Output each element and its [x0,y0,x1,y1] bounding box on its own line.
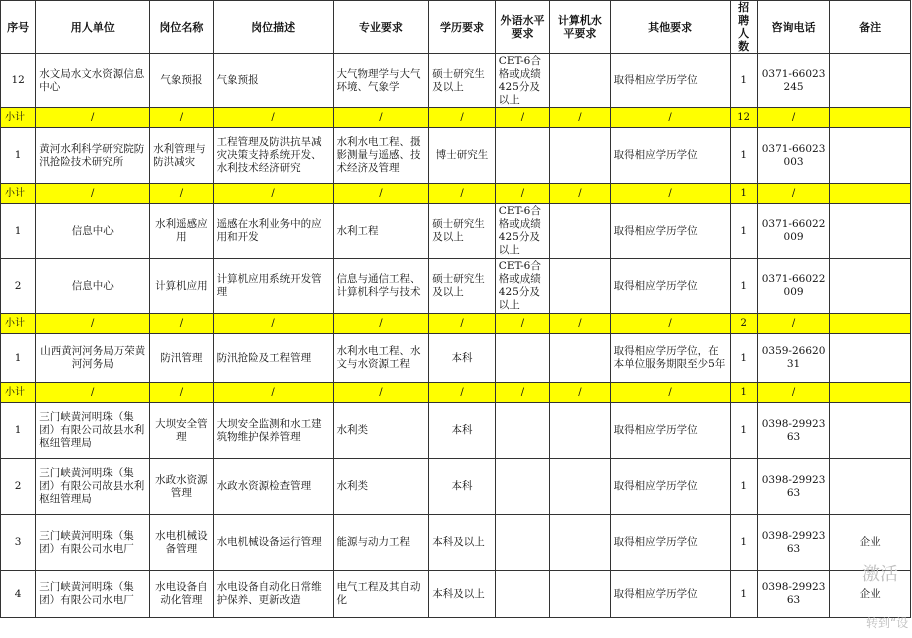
cell-phone: 0371-66022009 [757,204,830,259]
cell-post: 水电机械设备管理 [150,515,213,571]
cell-note [830,459,911,515]
cell-count: 1 [730,128,757,184]
cell-lang [495,403,549,459]
cell-unit: 山西黄河河务局万荣黄河河务局 [36,334,150,383]
cell-phone: 0359-2662031 [757,334,830,383]
cell-post: 水利遥感应用 [150,204,213,259]
table-row [1,403,911,459]
slash-cell: / [333,108,429,128]
slash-cell: / [495,108,549,128]
cell-comp [550,334,610,383]
cell-comp [550,571,610,618]
slash-cell: / [213,383,333,403]
slash-cell: / [429,314,496,334]
cell-post: 大坝安全管理 [150,403,213,459]
cell-lang [495,128,549,184]
cell-unit: 三门峡黄河明珠（集团）有限公司故县水利枢纽管理局 [36,459,150,515]
cell-count: 1 [730,54,757,108]
subtotal-row [1,184,911,204]
slash-cell: / [150,314,213,334]
subtotal-count: 12 [730,108,757,128]
cell-other: 取得相应学历学位 [610,403,730,459]
table-row [1,128,911,184]
slash-cell: / [757,314,830,334]
cell-desc: 大坝安全监测和水工建筑物维护保养管理 [213,403,333,459]
slash-cell: / [150,383,213,403]
cell-no: 1 [1,128,36,184]
slash-cell: / [213,314,333,334]
cell-phone: 0371-66023245 [757,54,830,108]
empty-cell [830,314,911,334]
slash-cell: / [550,314,610,334]
cell-phone: 0398-2992363 [757,571,830,618]
watermark-line1: 激活 [862,564,898,585]
slash-cell: / [333,184,429,204]
cell-count: 1 [730,204,757,259]
cell-lang [495,459,549,515]
cell-major: 信息与通信工程、计算机科学与技术 [333,259,429,314]
slash-cell: / [550,108,610,128]
cell-post: 水利管理与防洪减灾 [150,128,213,184]
slash-cell: / [610,314,730,334]
cell-lang: CET-6合格或成绩425分及以上 [495,204,549,259]
cell-lang [495,571,549,618]
table-row [1,515,911,571]
cell-note [830,204,911,259]
cell-comp [550,128,610,184]
cell-note: 企业 [830,515,911,571]
slash-cell: / [495,184,549,204]
cell-no: 1 [1,334,36,383]
subtotal-label: 小计 [1,108,36,128]
cell-lang: CET-6合格或成绩425分及以上 [495,259,549,314]
cell-other: 取得相应学历学位 [610,459,730,515]
cell-major: 电气工程及其自动化 [333,571,429,618]
slash-cell: / [150,108,213,128]
cell-no: 2 [1,459,36,515]
slash-cell: / [150,184,213,204]
cell-post: 计算机应用 [150,259,213,314]
cell-edu: 硕士研究生及以上 [429,54,496,108]
cell-lang [495,334,549,383]
slash-cell: / [36,314,150,334]
cell-other: 取得相应学历学位 [610,204,730,259]
header-cell: 其他要求 [610,1,730,54]
cell-desc: 气象预报 [213,54,333,108]
cell-major: 大气物理学与大气环境、气象学 [333,54,429,108]
cell-count: 1 [730,403,757,459]
header-cell: 序号 [1,1,36,54]
header-cell: 外语水平要求 [495,1,549,54]
cell-phone: 0398-2992363 [757,515,830,571]
watermark-line2: 转到“设 [866,616,909,630]
header-cell: 岗位描述 [213,1,333,54]
subtotal-label: 小计 [1,314,36,334]
table-row [1,204,911,259]
cell-no: 1 [1,204,36,259]
slash-cell: / [757,108,830,128]
cell-phone: 0371-66023003 [757,128,830,184]
slash-cell: / [757,383,830,403]
slash-cell: / [757,184,830,204]
subtotal-row [1,314,911,334]
cell-no: 12 [1,54,36,108]
cell-unit: 三门峡黄河明珠（集团）有限公司水电厂 [36,571,150,618]
slash-cell: / [429,383,496,403]
slash-cell: / [213,108,333,128]
cell-edu: 本科及以上 [429,571,496,618]
cell-edu: 本科 [429,334,496,383]
table-row [1,334,911,383]
cell-comp [550,259,610,314]
cell-phone: 0371-66022009 [757,259,830,314]
cell-note [830,259,911,314]
cell-major: 能源与动力工程 [333,515,429,571]
header-row [1,1,911,54]
cell-no: 3 [1,515,36,571]
cell-unit: 信息中心 [36,204,150,259]
cell-edu: 本科及以上 [429,515,496,571]
cell-note: 企业 [830,571,911,618]
header-cell: 招聘人数 [730,1,757,54]
cell-post: 水政水资源管理 [150,459,213,515]
cell-desc: 工程管理及防洪抗旱减灾决策支持系统开发、水利技术经济研究 [213,128,333,184]
subtotal-count: 2 [730,314,757,334]
cell-edu: 硕士研究生及以上 [429,204,496,259]
slash-cell: / [36,108,150,128]
cell-note [830,403,911,459]
cell-desc: 水政水资源检查管理 [213,459,333,515]
cell-note [830,128,911,184]
cell-desc: 水电机械设备运行管理 [213,515,333,571]
slash-cell: / [333,314,429,334]
cell-other: 取得相应学历学位 [610,259,730,314]
empty-cell [830,184,911,204]
cell-comp [550,403,610,459]
cell-lang: CET-6合格或成绩425分及以上 [495,54,549,108]
header-cell: 备注 [830,1,911,54]
header-cell: 用人单位 [36,1,150,54]
cell-phone: 0398-2992363 [757,403,830,459]
slash-cell: / [550,383,610,403]
slash-cell: / [429,108,496,128]
subtotal-row [1,108,911,128]
cell-major: 水利工程 [333,204,429,259]
slash-cell: / [495,383,549,403]
cell-count: 1 [730,459,757,515]
table-row [1,571,911,618]
table-row [1,54,911,108]
slash-cell: / [36,383,150,403]
cell-edu: 博士研究生 [429,128,496,184]
cell-other: 取得相应学历学位 [610,515,730,571]
table-row [1,259,911,314]
cell-no: 4 [1,571,36,618]
cell-comp [550,54,610,108]
header-cell: 专业要求 [333,1,429,54]
cell-edu: 本科 [429,459,496,515]
cell-desc: 水电设备自动化日常维护保养、更新改造 [213,571,333,618]
slash-cell: / [550,184,610,204]
cell-note [830,334,911,383]
cell-major: 水利水电工程、摄影测量与遥感、技术经济及管理 [333,128,429,184]
cell-major: 水利类 [333,403,429,459]
cell-major: 水利类 [333,459,429,515]
cell-count: 1 [730,259,757,314]
subtotal-count: 1 [730,184,757,204]
slash-cell: / [333,383,429,403]
slash-cell: / [610,383,730,403]
cell-major: 水利水电工程、水文与水资源工程 [333,334,429,383]
slash-cell: / [610,108,730,128]
slash-cell: / [429,184,496,204]
cell-desc: 防汛抢险及工程管理 [213,334,333,383]
table-row [1,459,911,515]
cell-desc: 遥感在水利业务中的应用和开发 [213,204,333,259]
empty-cell [830,108,911,128]
cell-count: 1 [730,571,757,618]
cell-unit: 三门峡黄河明珠（集团）有限公司故县水利枢纽管理局 [36,403,150,459]
cell-unit: 三门峡黄河明珠（集团）有限公司水电厂 [36,515,150,571]
subtotal-label: 小计 [1,383,36,403]
cell-desc: 计算机应用系统开发管理 [213,259,333,314]
header-cell: 咨询电话 [757,1,830,54]
cell-other: 取得相应学历学位 [610,571,730,618]
cell-no: 2 [1,259,36,314]
cell-unit: 水文局水文水资源信息中心 [36,54,150,108]
cell-unit: 黄河水利科学研究院防汛抢险技术研究所 [36,128,150,184]
cell-count: 1 [730,334,757,383]
slash-cell: / [610,184,730,204]
empty-cell [830,383,911,403]
header-cell: 岗位名称 [150,1,213,54]
cell-comp [550,204,610,259]
cell-comp [550,459,610,515]
cell-no: 1 [1,403,36,459]
cell-count: 1 [730,515,757,571]
slash-cell: / [213,184,333,204]
header-cell: 学历要求 [429,1,496,54]
subtotal-label: 小计 [1,184,36,204]
slash-cell: / [495,314,549,334]
cell-phone: 0398-2992363 [757,459,830,515]
cell-other: 取得相应学历学位 [610,128,730,184]
cell-post: 水电设备自动化管理 [150,571,213,618]
cell-post: 气象预报 [150,54,213,108]
cell-comp [550,515,610,571]
header-cell: 计算机水平要求 [550,1,610,54]
cell-lang [495,515,549,571]
cell-note [830,54,911,108]
slash-cell: / [36,184,150,204]
subtotal-count: 1 [730,383,757,403]
cell-other: 取得相应学历学位，在本单位服务期限至少5年 [610,334,730,383]
cell-other: 取得相应学历学位 [610,54,730,108]
cell-edu: 本科 [429,403,496,459]
cell-post: 防汛管理 [150,334,213,383]
cell-edu: 硕士研究生及以上 [429,259,496,314]
cell-unit: 信息中心 [36,259,150,314]
subtotal-row [1,383,911,403]
